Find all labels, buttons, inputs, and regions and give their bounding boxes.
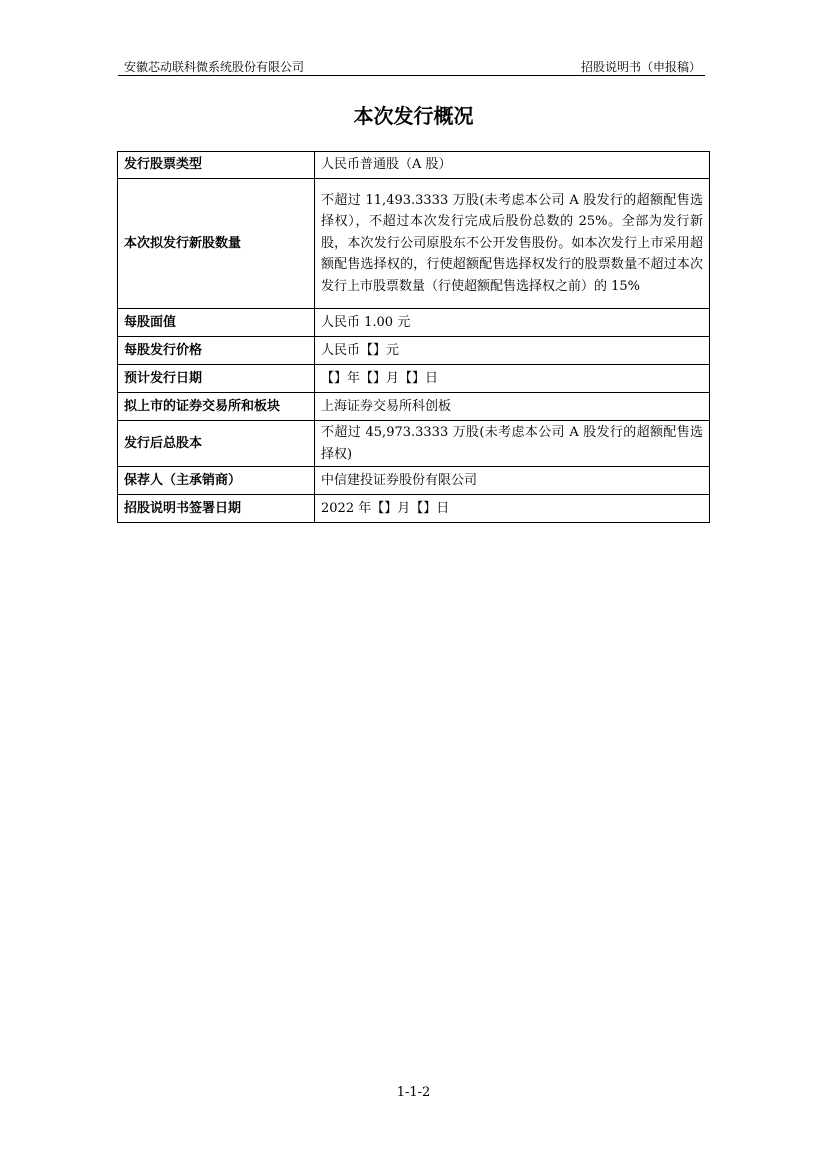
row-value: 上海证券交易所科创板 [315, 393, 710, 421]
table-row [118, 179, 710, 309]
row-value: 2022 年【】月【】日 [315, 495, 710, 523]
table-row [118, 421, 710, 467]
row-label: 每股面值 [118, 309, 315, 337]
row-label: 每股发行价格 [118, 337, 315, 365]
row-label: 保荐人（主承销商） [118, 467, 315, 495]
table-row [118, 467, 710, 495]
row-label: 发行股票类型 [118, 152, 315, 179]
row-value: 人民币【】元 [315, 337, 710, 365]
company-name: 安徽芯动联科微系统股份有限公司 [124, 60, 305, 74]
table-row [118, 152, 710, 179]
row-label: 本次拟发行新股数量 [118, 179, 315, 309]
row-value: 【】年【】月【】日 [315, 365, 710, 393]
row-value: 不超过 11,493.3333 万股(未考虑本公司 A 股发行的超额配售选择权），不超过本次发行完成后股份总数的 25%。全部为发行新股，本次发行公司原股东不公开发售股份。如本次发行上市采用超额配售选择权的，行使超额配售选择权发行的股票数量不超过本次发行上市股票数量（行使超额配售选择权之前）的 15% [315, 179, 710, 309]
page-header [118, 58, 705, 76]
row-label: 招股说明书签署日期 [118, 495, 315, 523]
header-divider [118, 75, 705, 76]
page-title: 本次发行概况 [353, 104, 474, 128]
page-number: 1-1-2 [396, 1085, 431, 1100]
offering-summary-table [117, 151, 710, 523]
row-value: 人民币普通股（A 股） [315, 152, 710, 179]
document-type: 招股说明书（申报稿） [580, 60, 701, 74]
table-row [118, 309, 710, 337]
table-row [118, 365, 710, 393]
row-label: 拟上市的证券交易所和板块 [118, 393, 315, 421]
row-label: 预计发行日期 [118, 365, 315, 393]
table-row [118, 337, 710, 365]
row-label: 发行后总股本 [118, 421, 315, 467]
row-value: 不超过 45,973.3333 万股(未考虑本公司 A 股发行的超额配售选择权) [315, 421, 710, 467]
row-value: 人民币 1.00 元 [315, 309, 710, 337]
row-value: 中信建投证券股份有限公司 [315, 467, 710, 495]
table-row [118, 495, 710, 523]
table-row [118, 393, 710, 421]
